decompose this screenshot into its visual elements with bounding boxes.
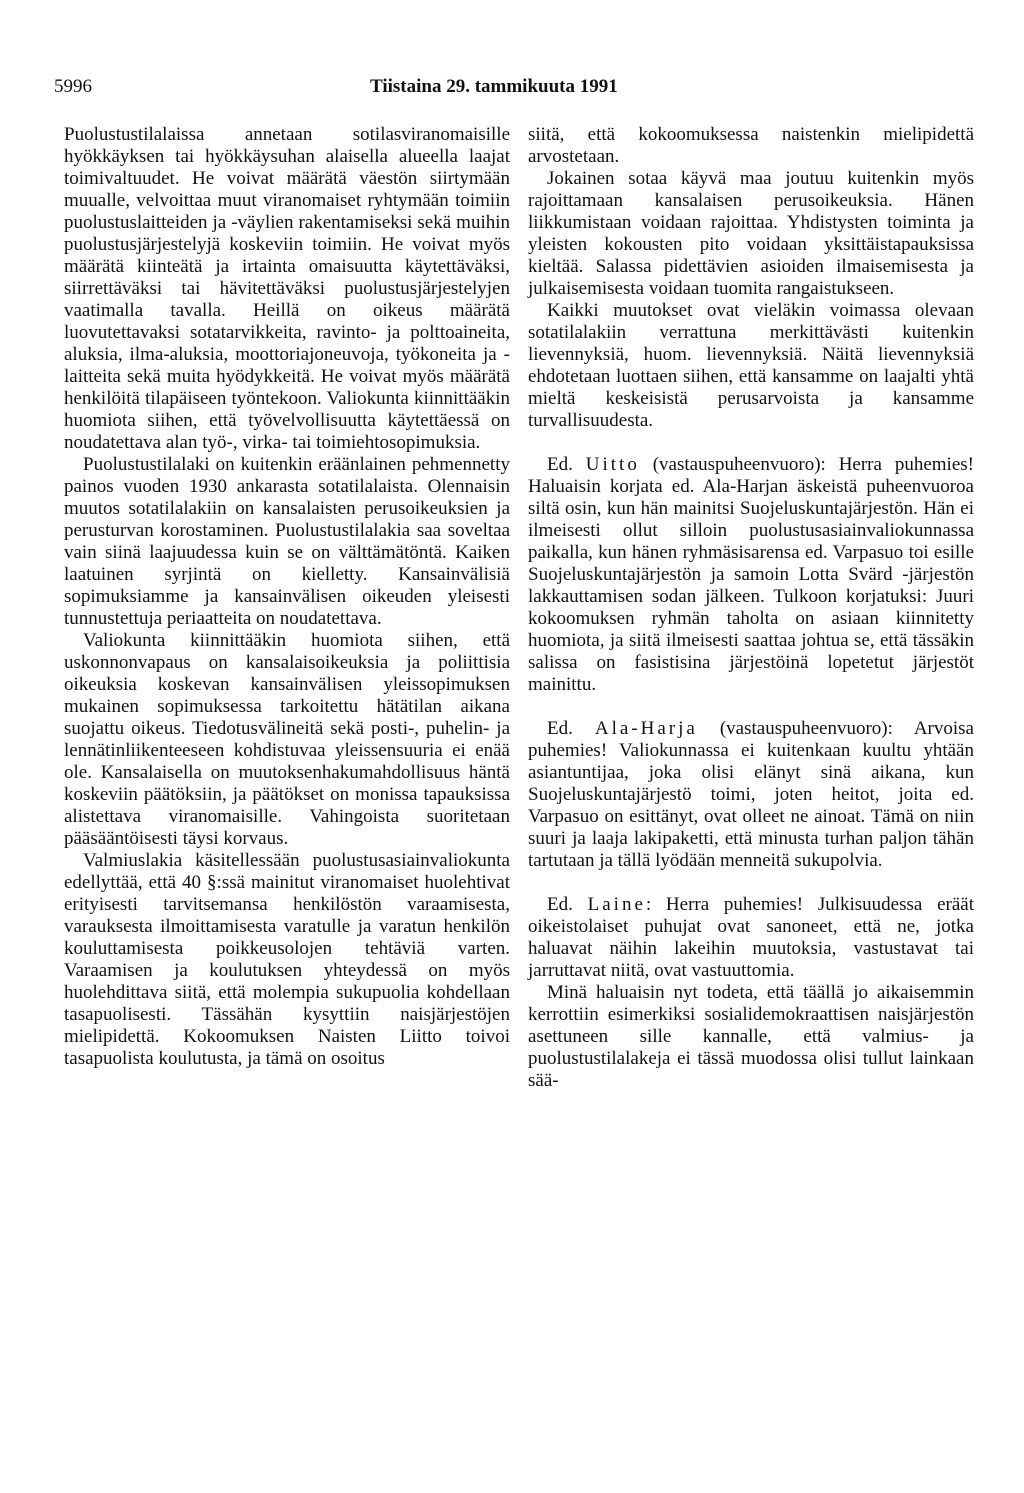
- paragraph: Minä haluaisin nyt todeta, että täällä jo aikaisemmin kerrottiin esimerkiksi sosialidemokraattisen naisjärjestön asettuneen sille kannalle, että valmius- ja puolustustilalakeja ei tässä muodossa olisi tullut lainkaan sää-: [528, 982, 974, 1091]
- paragraph: Puolustustilalaissa annetaan sotilasviranomaisille hyökkäyksen tai hyökkäysuhan alaisella alueella laajat toimivaltuudet. He voivat määrätä väestön siirtymään muualle, velvoittaa muut viranomaiset ryhtymään toimiin puolustuslaitteiden ja -väylien rakentamiseksi sekä muihin puolustusjärjestelyjä koskeviin toimiin. He voivat myös määrätä kiinteätä ja irtainta omaisuutta käytettäväksi, siirrettäväksi tai hävitettäväksi puolustusjärjestelyjen vaatimalla tavalla. Heillä on oikeus määrätä luovutettavaksi sotatarvikkeita, ravinto- ja polttoaineita, aluksia, ilma-aluksia, moottoriajoneuvoja, työkoneita ja -laitteita sekä muita hyödykkeitä. He voivat myös määrätä henkilöitä tilapäiseen työntekoon. Valiokunta kiinnittääkin huomiota siihen, että työvelvollisuutta käytettäessä on noudatettava alan työ-, virka- tai toimiehtosopimuksia.: [64, 124, 510, 453]
- paragraph: Valmiuslakia käsitellessään puolustusasiainvaliokunta edellyttää, että 40 §:ssä mainitut viranomaiset huolehtivat erityisesti tarvitsemansa henkilöstön varaamisesta, varauksesta ilmoittamisesta varatulle ja varatun henkilön kouluttamisesta poikkeusolojen tehtäviä varten. Varaamisen ja koulutuksen yhteydessä on myös huolehdittava siitä, että molempia sukupuolia kohdellaan tasapuolisesti. Tässähän kysyttiin naisjärjestöjen mielipidettä. Kokoomuksen Naisten Liitto toivoi tasapuolista koulutusta, ja tämä on osoitus: [64, 850, 510, 1069]
- speaker-name: Uitto: [585, 454, 640, 475]
- right-column: [528, 124, 974, 1092]
- paragraph: siitä, että kokoomuksessa naistenkin mielipidettä arvostetaan.: [528, 124, 974, 167]
- page-number: 5996: [54, 76, 92, 97]
- speaker-prefix: Ed.: [547, 718, 573, 739]
- paragraph: Kaikki muutokset ovat vieläkin voimassa olevaan sotatilalakiin verrattuna merkittävästi kuitenkin lievennyksiä, huom. lievennyksiä. Näitä lievennyksiä ehdotetaan luottaen siihen, että kansamme on laajalti yhtä mieltä keskeisistä perusarvoista ja kansamme turvallisuudesta.: [528, 300, 974, 431]
- speaker-prefix: Ed.: [547, 454, 573, 475]
- speaker-name: Laine: [587, 894, 646, 915]
- speech-text: (vastauspuheenvuoro): Herra puhemies! Haluaisin korjata ed. Ala-Harjan äskeistä puheenvuoroa siltä osin, kun hän mainitsi Suojeluskuntajärjestön. Hän ei ilmeisesti ollut silloin puolustusasiainvaliokunnassa paikalla, kun hänen ryhmäsisarensa ed. Varpasuo toi esille Suojeluskuntajärjestön ja samoin Lotta Svärd -järjestön lakkauttamisen sodan jälkeen. Tulkoon korjatuksi: Juuri kokoomuksen ryhmän taholta on asiaan kiinnitetty huomiota, ja siitä ilmeisesti saattaa johtua se, että tässäkin salissa on fasistisina järjestöinä lopetetut järjestöt mainittu.: [528, 454, 974, 695]
- speech-uitto: [528, 454, 974, 696]
- speech-ala-harja: [528, 718, 974, 872]
- speaker-name: Ala-Harja: [594, 718, 698, 739]
- paragraph: Jokainen sotaa käyvä maa joutuu kuitenkin myös rajoittamaan kansalaisen perusoikeuksia. Hänen liikkumistaan voidaan rajoittaa. Yhdistysten toiminta ja yleisten kokousten pito voidaan yksittäistapauksissa kieltää. Salassa pidettävien asioiden ilmaisemisesta ja julkaisemisesta voidaan tuomita rangaistukseen.: [528, 168, 974, 299]
- header-date: Tiistaina 29. tammikuuta 1991: [370, 76, 618, 97]
- speech-laine: [528, 894, 974, 982]
- speaker-prefix: Ed.: [547, 894, 573, 915]
- paragraph: Valiokunta kiinnittääkin huomiota siihen, että uskonnonvapaus on kansalaisoikeuksia ja poliittisia oikeuksia koskevan kansainvälisen yleissopimuksen mukainen sopimuksessa tarkoitettu hätätilan aikana suojattu oikeus. Tiedotusvälineitä sekä posti-, puhelin- ja lennätinliikenteeseen kohdistuvaa yleissensuuria ei enää ole. Kansalaisella on muutoksenhakumahdollisuus häntä koskeviin päätöksiin, ja päätökset on monissa tapauksissa alistettava viranomaisille. Vahingoista suoritetaan pääsääntöisesti täysi korvaus.: [64, 630, 510, 849]
- paragraph: Puolustustilalaki on kuitenkin eräänlainen pehmennetty painos vuoden 1930 ankarasta sotatilalaista. Olennaisin muutos sotatilalakiin on kansalaisten perusoikeuksien ja perusturvan korostaminen. Puolustustilalakia saa soveltaa vain siinä laajuudessa kuin se on välttämätöntä. Kaiken laatuinen syrjintä on kielletty. Kansainvälisiä sopimuksiamme ja kansainvälisen oikeuden yleisesti tunnustettuja periaatteita on noudatettava.: [64, 454, 510, 629]
- left-column: [64, 124, 510, 1070]
- page-header: [54, 76, 970, 104]
- speech-text: (vastauspuheenvuoro): Arvoisa puhemies! Valiokunnassa ei kuitenkaan kuultu yhtään asiantuntijaa, joka olisi elänyt sinä aikana, kun Suojeluskuntajärjestö toimi, joten heitot, joita ed. Varpasuo on esittänyt, ovat olleet ne ainoat. Tämä on niin suuri ja laaja lakipaketti, että minusta turhan paljon tähän tartutaan ja tällä lyödään menneitä sukupolvia.: [528, 718, 974, 871]
- speech-text: : Herra puhemies! Julkisuudessa eräät oikeistolaiset puhujat ovat sanoneet, että ne, jotka haluavat näihin lakeihin muutoksia, vastustavat tai jarruttavat niitä, ovat vastuuttomia.: [528, 894, 974, 981]
